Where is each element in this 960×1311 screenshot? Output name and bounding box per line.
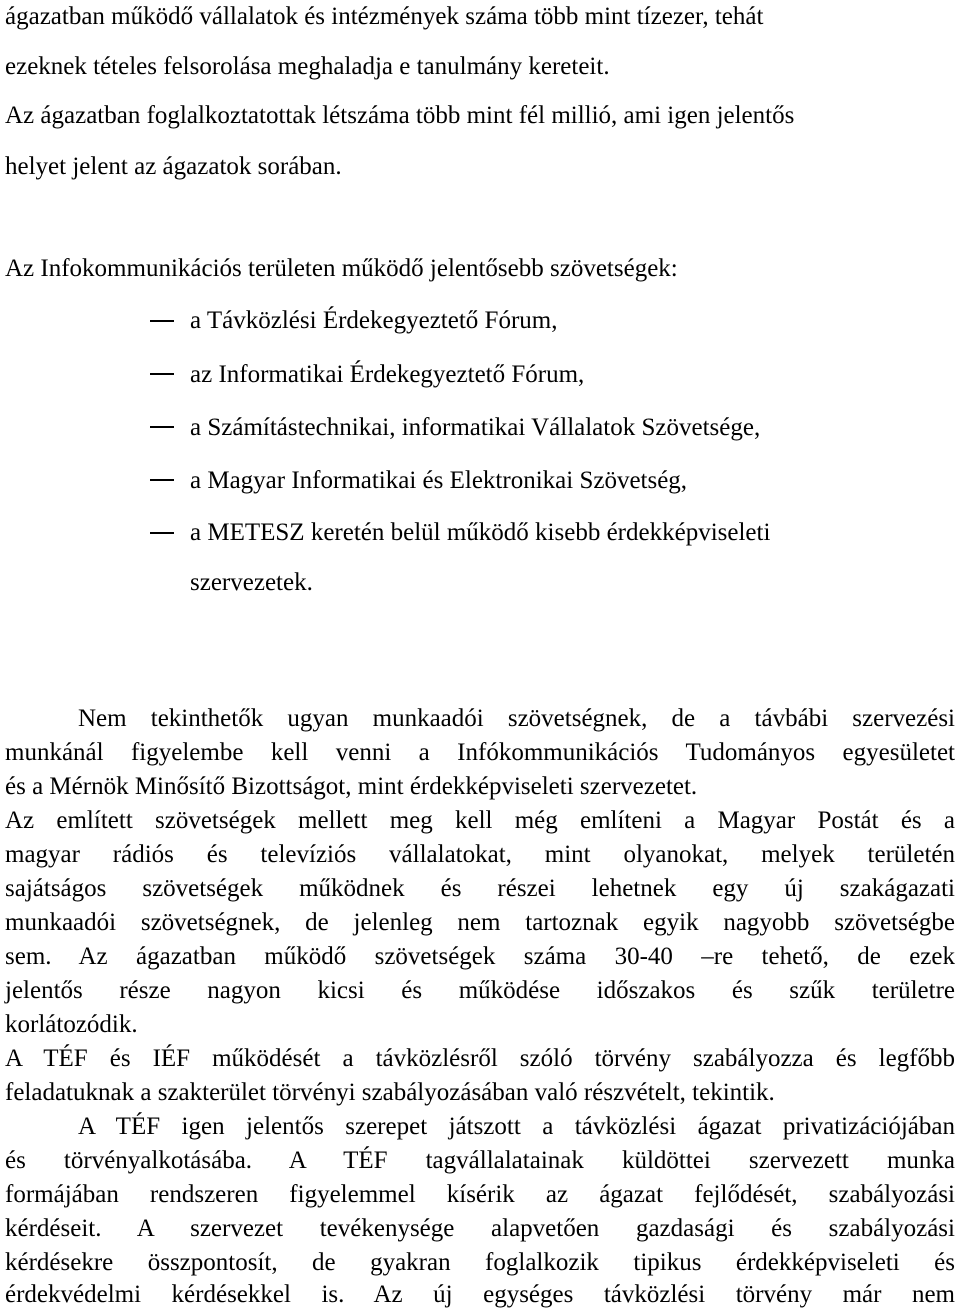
body-line: és törvényalkotásába. A TÉF tagvállalatainak küldöttei szervezett munka [5,1147,955,1174]
body-line: korlátozódik. [5,1011,138,1038]
association-item: a Távközlési Érdekegyeztető Fórum, [190,307,558,334]
association-item: az Informatikai Érdekegyeztető Fórum, [190,361,585,388]
body-line: érdekvédelmi kérdésekkel is. Az új egységes távközlési törvény már nem [5,1281,955,1308]
body-line: Az említett szövetségek mellett meg kell még említeni a Magyar Postát és a [5,807,955,834]
intro-line-2: ezeknek tételes felsorolása meghaladja e tanulmány kereteit. [5,53,610,80]
association-item-continuation: szervezetek. [190,569,313,596]
intro-line-3: Az ágazatban foglalkoztatottak létszáma több mint fél millió, ami igen jelentős [5,102,795,129]
body-line: A TÉF és IÉF működését a távközlésről szóló törvény szabályozza és legfőbb [5,1045,955,1072]
association-item: a Magyar Informatikai és Elektronikai Szövetség, [190,467,688,494]
body-line: munkánál figyelembe kell venni a Infókommunikációs Tudományos egyesületet [5,739,955,766]
body-line: és a Mérnök Minősítő Bizottságot, mint érdekképviseleti szervezetet. [5,773,698,800]
intro-line-4: helyet jelent az ágazatok sorában. [5,153,342,180]
body-line: kérdésekre összpontosít, de gyakran foglalkozik tipikus érdekképviseleti és [5,1249,955,1276]
body-line: formájában rendszeren figyelemmel kísérik az ágazat fejlődését, szabályozási [5,1181,955,1208]
association-item: a Számítástechnikai, informatikai Vállalatok Szövetsége, [190,414,761,441]
body-line: kérdéseit. A szervezet tevékenysége alapvetően gazdasági és szabályozási [5,1215,955,1242]
body-line: feladatuknak a szakterület törvényi szabályozásában való részvételt, tekintik. [5,1079,775,1106]
associations-heading: Az Infokommunikációs területen működő jelentősebb szövetségek: [5,255,678,282]
intro-line-1: ágazatban működő vállalatok és intézmények száma több mint tízezer, tehát [5,3,764,30]
body-line: magyar rádiós és televíziós vállalatokat, mint olyanokat, melyek területén [5,841,955,868]
list-dash [150,426,174,428]
list-dash [150,320,174,322]
list-dash [150,373,174,375]
body-line: A TÉF igen jelentős szerepet játszott a távközlési ágazat privatizációjában [78,1113,955,1140]
list-dash [150,479,174,481]
body-line: jelentős része nagyon kicsi és működése időszakos és szűk területre [5,977,955,1004]
body-line: sem. Az ágazatban működő szövetségek száma 30-40 –re tehető, de ezek [5,943,955,970]
body-line: Nem tekinthetők ugyan munkaadói szövetségnek, de a távbábi szervezési [78,705,955,732]
association-item: a METESZ keretén belül működő kisebb érdekképviseleti [190,519,771,546]
body-line: munkaadói szövetségnek, de jelenleg nem tartoznak egyik nagyobb szövetségbe [5,909,955,936]
list-dash [150,532,174,534]
body-line: sajátságos szövetségek működnek és részei lehetnek egy új szakágazati [5,875,955,902]
